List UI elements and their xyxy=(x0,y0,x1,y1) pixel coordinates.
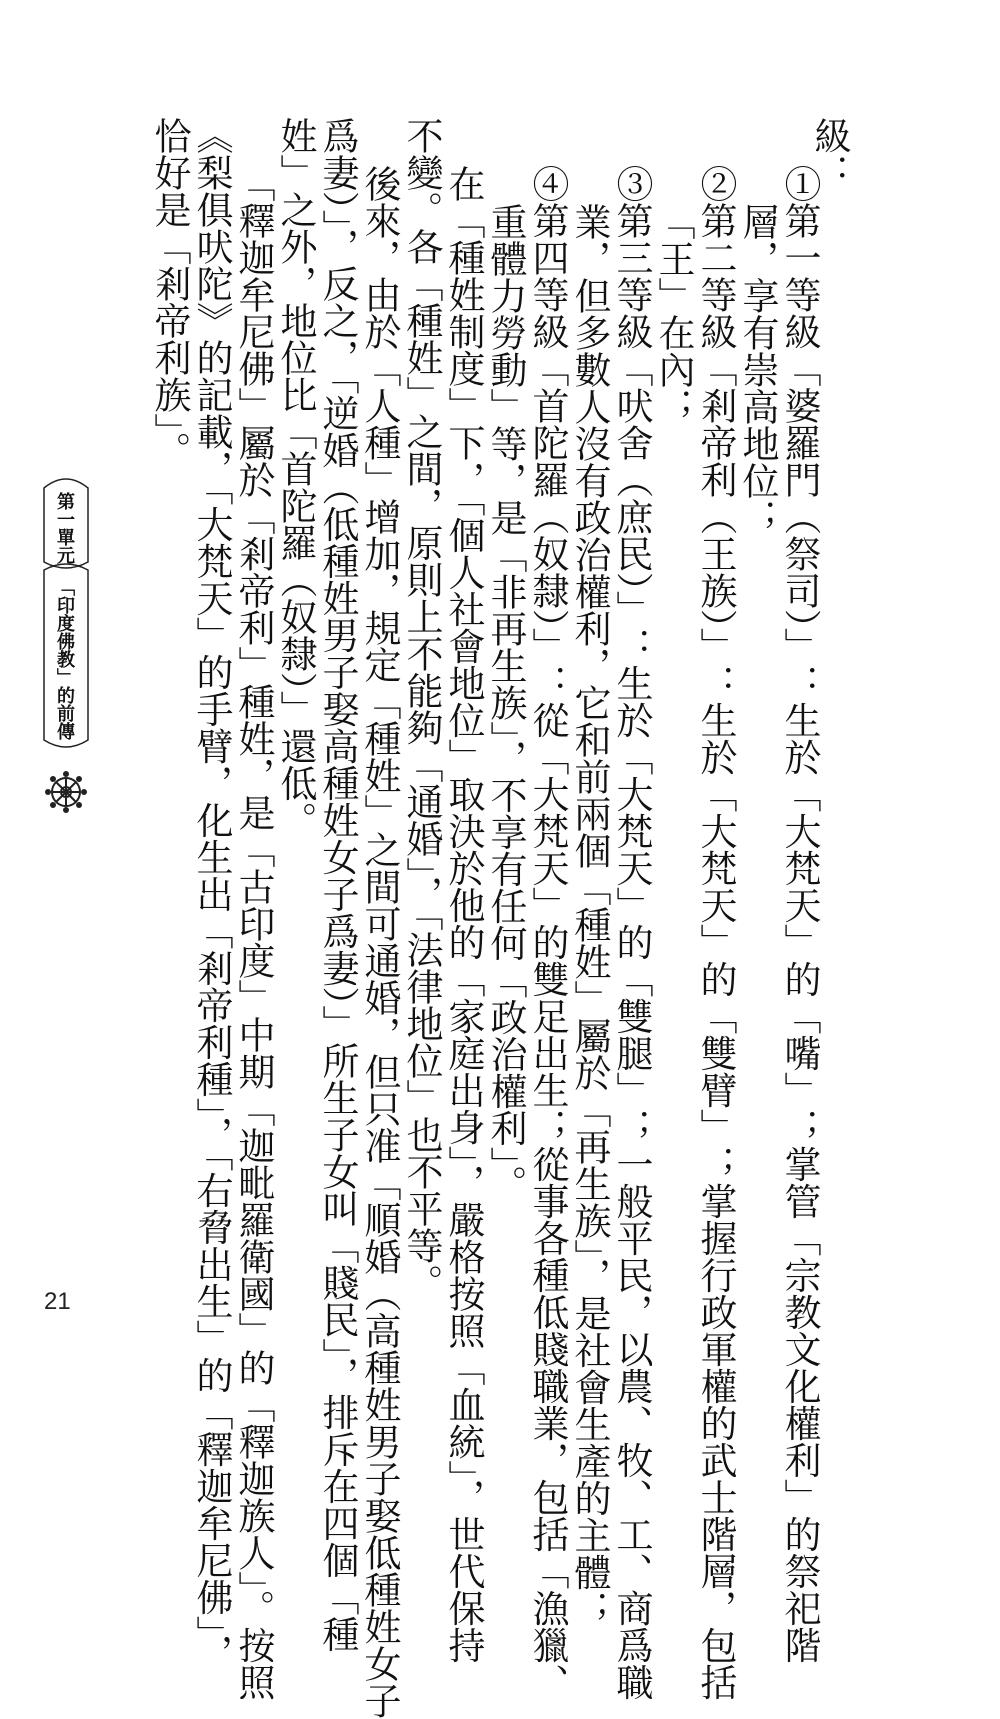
text-column: 「王」在內； xyxy=(652,203,695,425)
chapter-title: 「印度佛教」的前傳 xyxy=(54,578,75,740)
page-number: 21 xyxy=(44,1288,71,1315)
text-column: 恰好是「剎帝利族」。 xyxy=(148,117,191,469)
text-column: ①第一等級「婆羅門（祭司）」：生於「大梵天」的「嘴」；掌管「宗教文化權利」的祭祀階 xyxy=(778,165,821,1664)
text-column: ③第三等級「吠舍（庶民）」：生於「大梵天」的「雙腿」；一般平民，以農、牧、工、商爲職 xyxy=(610,165,653,1701)
text-column: 爲妻）」，反之，「逆婚（低種姓男子娶高種姓女子爲妻）」所生子女叫「賤民」，排斥在四個「種 xyxy=(316,117,359,1653)
text-column: 「釋迦牟尼佛」屬於「剎帝利」種姓，是「古印度」中期「迦毗羅衛國」的「釋迦族人」。按照 xyxy=(232,165,275,1701)
text-column: 《梨俱吠陀》的記載，「大梵天」的手臂，化生出「剎帝利種」，「右脅出生」的「釋迦牟尼佛」， xyxy=(190,117,233,1671)
text-column: 在「種姓制度」下，「個人社會地位」取決於他的「家庭出身」，嚴格按照「血統」，世代保持 xyxy=(442,165,485,1664)
text-column: 不變。各「種姓」之間，原則上不能夠「通婚」，「法律地位」也不平等。 xyxy=(400,117,443,1301)
text-column: ②第二等級「剎帝利（王族）」：生於「大梵天」的「雙臂」；掌握行政軍權的武士階層，包括 xyxy=(694,165,737,1701)
chapter-side-tab xyxy=(38,470,94,755)
chapter-label: 第一單元 xyxy=(54,492,75,564)
text-column: 姓」之外，地位比「首陀羅（奴隸）」還低。 xyxy=(274,117,317,839)
text-column: 重體力勞動」等，是「非再生族」，不享有任何「政治權利」。 xyxy=(484,203,527,1202)
text-column: 級： xyxy=(808,117,851,191)
text-column: 後來，由於「人種」增加，規定「種姓」之間可通婚，但只准「順婚（高種姓男子娶低種姓女子 xyxy=(358,165,401,1719)
dharma-wheel-icon xyxy=(44,770,88,814)
text-column: 層，享有崇高地位； xyxy=(736,203,779,536)
text-column: 業，但多數人沒有政治權利，它和前兩個「種姓」屬於「再生族」，是社會生產的主體； xyxy=(568,203,611,1628)
text-column: ④第四等級「首陀羅（奴隸）」：從「大梵天」的雙足出生；從事各種低賤職業，包括「漁獵、 xyxy=(526,165,569,1701)
